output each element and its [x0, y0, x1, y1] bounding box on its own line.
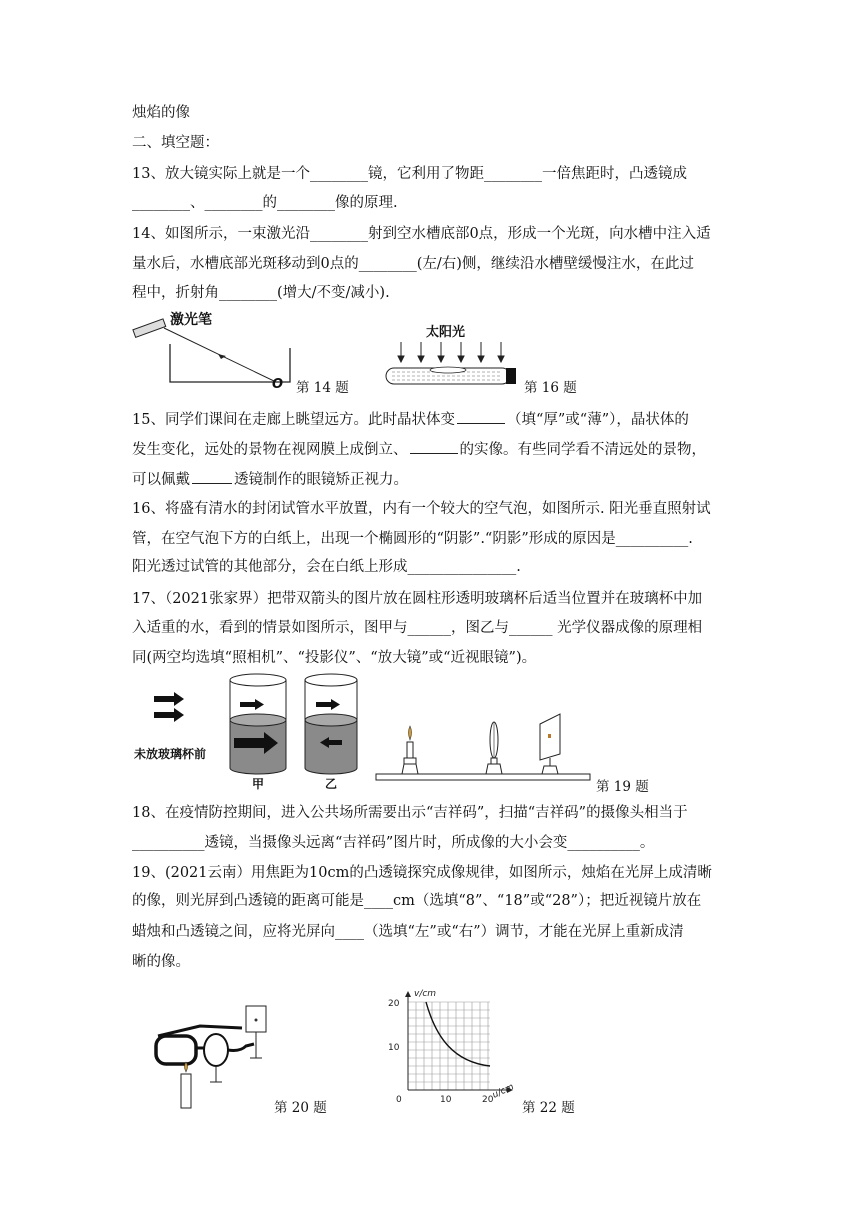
figure-14-caption: 第 14 题 [296, 380, 349, 396]
sunlight-label: 太阳光 [426, 325, 466, 340]
figure-19-optical-bench [374, 710, 594, 790]
figure-17-glass-arrows [128, 668, 368, 798]
question-13-line-2: ________、________的________像的原理. [132, 195, 398, 211]
question-15-text: 15、同学们课间在走廊上眺望远方。此时晶状体变 [132, 412, 455, 428]
figure-19-caption: 第 19 题 [596, 779, 649, 795]
question-19-line-2: 的像，则光屏到凸透镜的距离可能是____cm（选填“8”、“18”或“28”）；把近视镜片放在 [132, 893, 702, 909]
question-18-line-1: 18、在疫情防控期间，进入公共场所需要出示“吉祥码”，扫描“吉祥码”的摄像头相当于 [132, 805, 688, 821]
question-17-line-3: 同(两空均选填“照相机”、“投影仪”、“放大镜”或“近视眼镜”)。 [132, 650, 537, 666]
figure-20-caption: 第 20 题 [274, 1100, 327, 1116]
question-14-line-1: 14、如图所示，一束激光沿________射到空水槽底部0点，形成一个光斑，向水槽中注入适 [132, 226, 711, 242]
question-17-line-2: 入适重的水，看到的情景如图所示，图甲与______，图乙与______ 光学仪器成像的原理相 [132, 620, 703, 636]
answer-blank[interactable] [457, 409, 505, 424]
graph-y-tick: 20 [388, 999, 400, 1009]
graph-y-axis-label: v/cm [414, 989, 437, 999]
question-16-line-3: 阳光透过试管的其他部分，会在白纸上形成_______________. [132, 559, 521, 575]
answer-blank[interactable] [192, 469, 232, 484]
question-19-line-3: 蜡烛和凸透镜之间，应将光屏向____（选填“左”或“右”）调节，才能在光屏上重新成清 [132, 924, 684, 940]
question-13-line-1: 13、放大镜实际上就是一个________镜，它利用了物距________一倍焦距时，凸透镜成 [132, 166, 687, 182]
question-15-text: 发生变化，远处的景物在视网膜上成倒立、 [132, 442, 408, 458]
point-o-label: O [272, 377, 284, 390]
before-glass-label: 未放玻璃杯前 [134, 747, 207, 761]
graph-x-tick: 20 [482, 1095, 494, 1105]
figure-16-caption: 第 16 题 [524, 380, 577, 396]
question-17-line-1: 17、（2021张家界）把带双箭头的图片放在圆柱形透明玻璃杯后适当位置并在玻璃杯中加 [132, 591, 703, 607]
graph-x-tick: 10 [440, 1095, 452, 1105]
question-18-line-2: __________透镜，当摄像头远离“吉祥码”图片时，所成像的大小会变__________。 [132, 835, 655, 851]
question-14-line-3: 程中，折射角________(增大/不变/减小). [132, 285, 390, 301]
question-14-line-2: 量水后，水槽底部光斑移动到0点的________(左/右)侧，继续沿水槽壁缓慢注水，在此过 [132, 256, 694, 272]
cup-jia-label: 甲 [252, 777, 265, 791]
question-15-text: 透镜制作的眼镜矫正视力。 [234, 472, 408, 488]
figure-22-caption: 第 22 题 [522, 1100, 575, 1116]
text-line: 烛焰的像 [132, 105, 190, 121]
section-heading: 二、填空题： [132, 135, 219, 151]
figure-16-test-tube [382, 318, 522, 392]
figure-20-glasses-setup [150, 1000, 270, 1112]
graph-y-tick: 10 [388, 1043, 400, 1053]
answer-blank[interactable] [410, 439, 458, 454]
graph-x-tick: 0 [396, 1095, 402, 1105]
question-15-line-3 [132, 469, 408, 490]
question-15-line-2 [132, 439, 706, 460]
question-15-text: 的实像。有些同学看不清远处的景物， [459, 442, 706, 458]
cup-yi-label: 乙 [325, 777, 338, 791]
question-16-line-2: 管，在空气泡下方的白纸上，出现一个椭圆形的“阴影”.“阴影”形成的原因是__________. [132, 531, 693, 547]
question-15-text: 可以佩戴 [132, 472, 190, 488]
question-15-line-1 [132, 409, 689, 430]
question-19-line-1: 19、(2021云南）用焦距为10cm的凸透镜探究成像规律，如图所示，烛焰在光屏上成清晰 [132, 865, 712, 881]
graph-x-axis-label: u/cm [491, 1082, 516, 1101]
question-15-text: （填“厚”或“薄”），晶状体的 [506, 412, 689, 428]
figure-14-laser-tank [130, 310, 300, 390]
figure-22-graph [378, 988, 528, 1110]
question-16-line-1: 16、将盛有清水的封闭试管水平放置，内有一个较大的空气泡，如图所示. 阳光垂直照射试 [132, 501, 711, 517]
laser-pen-label: 激光笔 [170, 312, 212, 328]
question-19-line-4: 晰的像。 [132, 954, 190, 970]
